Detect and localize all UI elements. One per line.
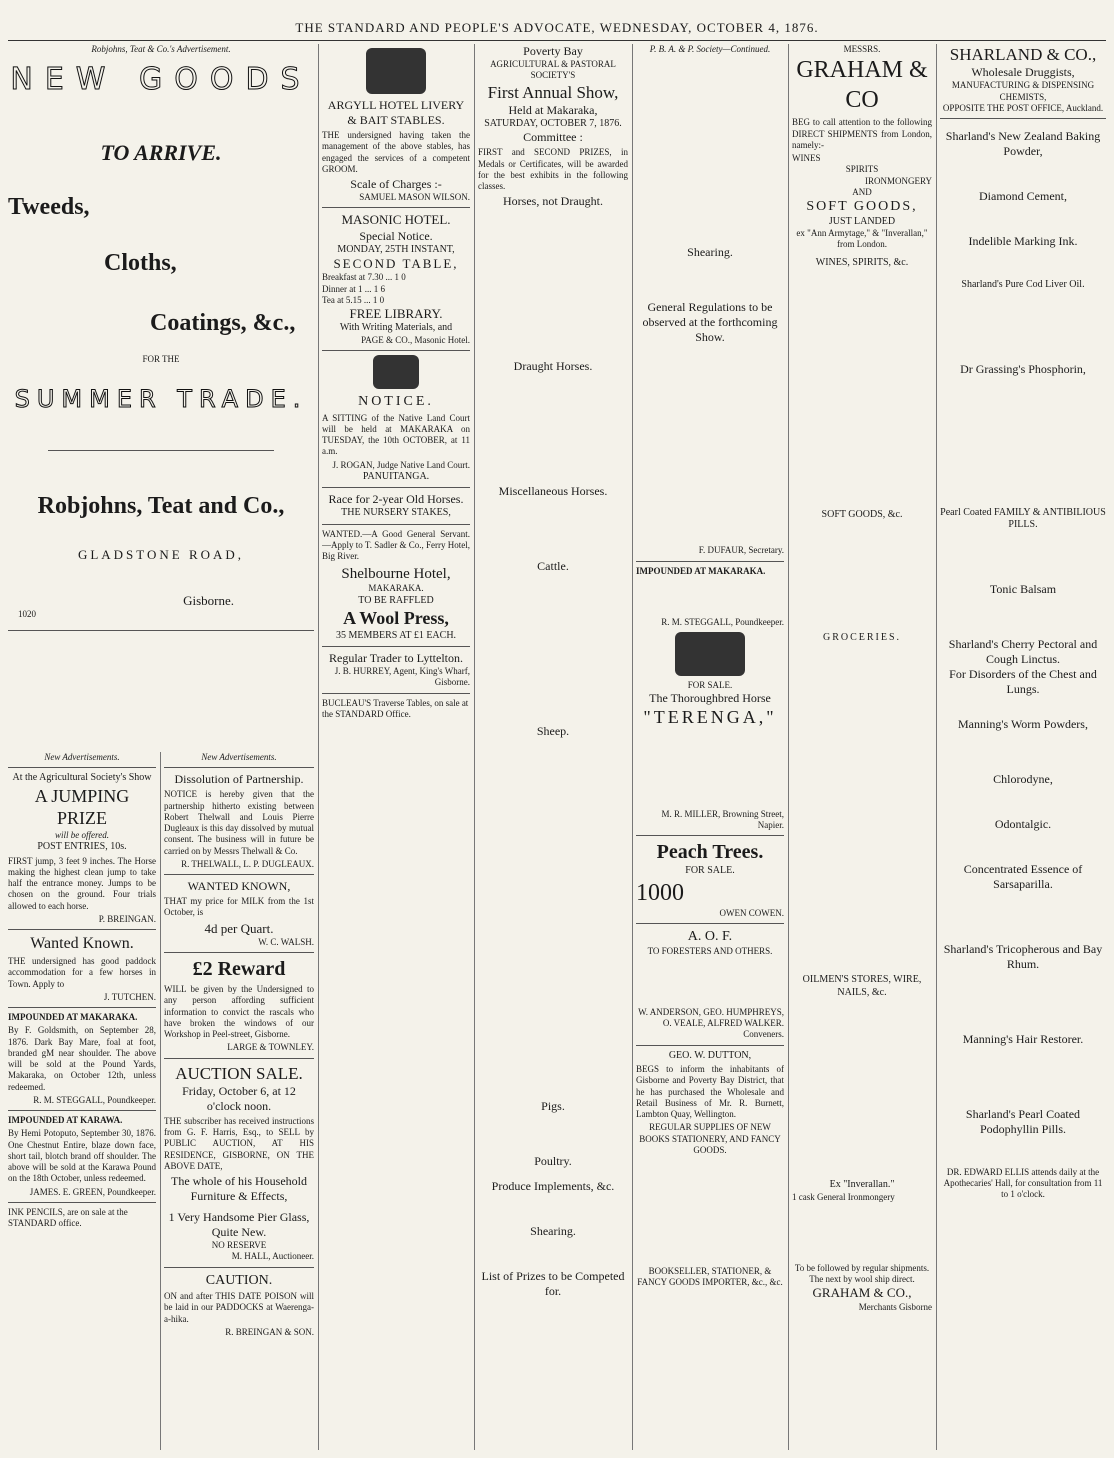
jump-sub: will be offered. — [55, 829, 109, 840]
messrs: MESSRS. — [843, 44, 881, 54]
reward-sign: LARGE & TOWNLEY. — [227, 1042, 314, 1053]
argyll-title: ARGYLL HOTEL LIVERY & BAIT STABLES. — [327, 98, 465, 127]
terenga-sign: M. R. MILLER, Browning Street, Napier. — [661, 808, 784, 830]
sheep-heading: Sheep. — [536, 724, 570, 739]
chest-lungs: For Disorders of the Chest and Lungs. — [949, 666, 1097, 696]
show-committee: Committee : — [523, 130, 583, 145]
rate-dinner: Dinner at 1 ... 1 6 — [322, 283, 385, 294]
road: GLADSTONE ROAD, — [77, 546, 245, 562]
misc-heading: Miscellaneous Horses. — [498, 484, 608, 499]
masthead-rule — [8, 40, 1106, 41]
wines-heading: WINES, SPIRITS, &c. — [815, 256, 909, 268]
baking-powder: Sharland's New Zealand Baking Powder, — [945, 129, 1101, 158]
horse-rider-illustration — [366, 48, 426, 94]
caution-sign: R. BREINGAN & SON. — [225, 1326, 314, 1337]
caution-body: ON and after THIS DATE POISON will be laid in our PADDOCKS at Waerenga-a-hika. — [164, 1291, 314, 1324]
regulations-sign: F. DUFAUR, Secretary. — [698, 545, 784, 556]
masthead: THE STANDARD AND PEOPLE'S ADVOCATE, WEDNESDAY, OCTOBER 4, 1876. — [295, 20, 819, 35]
show-title: First Annual Show, — [487, 82, 619, 102]
graham-title: GRAHAM & CO — [796, 57, 928, 114]
rate-breakfast: Breakfast at 7.30 ... 1 0 — [322, 272, 406, 283]
reward-title: £2 Reward — [192, 958, 286, 980]
impound-body: By F. Goldsmith, on September 28, 1876. Dark Bay Mare, foal at foot, branded gM near shoulder. The above will be sold at the Pound Yards, Makaraka, on October 12th, unless redeemed. — [8, 1025, 156, 1092]
wanted-servant: WANTED.—A Good General Servant.—Apply to T. Sadler & Co., Ferry Hotel, Big River. — [322, 528, 470, 562]
column-show — [478, 44, 628, 1450]
jump-sign: P. BREINGAN. — [98, 913, 156, 924]
panuitanga: PANUITANGA. — [362, 470, 430, 482]
impound-sign: R. M. STEGGALL, Poundkeeper. — [661, 616, 784, 627]
library: FREE LIBRARY. — [349, 306, 443, 321]
poultry-heading: Poultry. — [534, 1154, 572, 1169]
caution-title: CAUTION. — [205, 1272, 273, 1288]
ref-number: 1020 — [18, 609, 36, 619]
show-held: Held at Makaraka, — [508, 102, 598, 117]
regulations-title: General Regulations to be observed at the forthcoming Show. — [642, 300, 778, 345]
peach-number: 1000 — [636, 879, 684, 906]
marking-ink: Indelible Marking Ink. — [968, 234, 1078, 248]
notice-body: A SITTING of the Native Land Court will be held at MAKARAKA on TUESDAY, the 10th OCTOBER, at 11 a.m. — [322, 412, 470, 457]
horse-illustration — [675, 632, 745, 676]
auction-glass: 1 Very Handsome Pier Glass, Quite New. — [168, 1210, 310, 1239]
masonic-sign: PAGE & CO., Masonic Hotel. — [361, 334, 470, 345]
cod-liver-oil: Sharland's Pure Cod Liver Oil. — [961, 279, 1085, 290]
column-sharland — [940, 44, 1106, 1450]
dutton-body: BEGS to inform the inhabitants of Gisborne and Poverty Bay District, that he has purchased the Wholesale and Retail Business of Mr. R. Burnett, Lambton Quay, Wellington. — [636, 1064, 784, 1119]
dutton-title: GEO. W. DUTTON, — [668, 1049, 752, 1061]
horse-title: The Thoroughbred Horse — [649, 691, 771, 706]
sharland-mfg: MANUFACTURING & DISPENSING CHEMISTS, — [951, 80, 1095, 102]
ironmongery-cask: 1 cask General Ironmongery — [792, 1191, 895, 1202]
item-tweeds: Tweeds, — [8, 194, 90, 221]
notice-sign: J. ROGAN, Judge Native Land Court. — [332, 459, 470, 470]
peach-sign: OWEN COWEN. — [719, 907, 784, 918]
sharland-sub: Wholesale Druggists, — [971, 65, 1075, 80]
graham-intro: BEG to call attention to the following DIRECT SHIPMENTS from London, namely:- — [792, 117, 932, 150]
section-header: New Advertisements. — [201, 752, 277, 762]
members: 35 MEMBERS AT £1 EACH. — [335, 629, 457, 641]
argyll-sign: SAMUEL MASON WILSON. — [359, 192, 470, 202]
race-title: Race for 2-year Old Horses. — [328, 492, 464, 507]
auction-sign: M. HALL, Auctioneer. — [231, 1251, 314, 1262]
ship: ex "Ann Armytage," & "Inverallan," from London. — [796, 228, 928, 250]
firm-name: Robjohns, Teat and Co., — [37, 492, 285, 519]
sarsaparilla: Concentrated Essence of Sarsaparilla. — [963, 861, 1083, 891]
ink-pencils: INK PENCILS, are on sale at the STANDARD office. — [8, 1206, 128, 1228]
graham-sign-sub: Merchants Gisborne — [858, 1301, 932, 1312]
line-wines: WINES — [792, 153, 821, 163]
robjohns-header: Robjohns, Teat & Co.'s Advertisement. — [91, 44, 231, 54]
library-sub: With Writing Materials, and — [339, 322, 453, 334]
for-sale: FOR SALE. — [687, 680, 733, 690]
impound-makaraka: IMPOUNDED AT MAKARAKA. — [636, 565, 766, 576]
rate-tea: Tea at 5.15 ... 1 0 — [322, 294, 385, 305]
wanted-known-body: THE undersigned has good paddock accommodation for a few horses in Town. Apply to — [8, 956, 156, 989]
new-adverts-right — [164, 752, 314, 1450]
argyll-body: THE undersigned having taken the management of the above stables, has engaged the services of a competent GROOM. — [322, 130, 470, 174]
wanted-known-title: Wanted Known. — [30, 935, 134, 952]
to-arrive: TO ARRIVE. — [100, 139, 222, 165]
masonic-table: SECOND TABLE, — [333, 256, 459, 271]
jump-title: At the Agricultural Society's Show — [12, 772, 152, 784]
peach-trees: Peach Trees. — [656, 841, 764, 864]
trader-title: Regular Trader to Lyttelton. — [329, 651, 463, 665]
impound-sign: R. M. STEGGALL, Poundkeeper. — [33, 1094, 156, 1105]
wool-press: A Wool Press, — [343, 608, 449, 628]
auction-reserve: NO RESERVE — [211, 1240, 267, 1250]
pigs-heading: Pigs. — [541, 1099, 565, 1114]
tonic-balsam: Tonic Balsam — [989, 581, 1057, 596]
soft-goods-heading: SOFT GOODS, &c. — [821, 509, 903, 520]
dissolution-sign: R. THELWALL, L. P. DUGLEAUX. — [181, 858, 314, 869]
wanted-known-sign: J. TUTCHEN. — [103, 991, 156, 1002]
dissolution-body: NOTICE is hereby given that the partnership hitherto existing between Robert Thelwall and Louis Pierre Dugleaux is this day dissolved by mutual consent. The business will in future be carried on by Messrs Thelwall & Co. — [164, 789, 314, 856]
trader-sign: J. B. HURREY, Agent, King's Wharf, Gisborne. — [334, 666, 470, 688]
argyll-scale: Scale of Charges :- — [350, 177, 442, 191]
prize-list: List of Prizes to be Competed for. — [481, 1269, 625, 1299]
column-society — [636, 44, 784, 1450]
line-and: AND — [852, 186, 872, 197]
dutton-footer: BOOKSELLER, STATIONER, & FANCY GOODS IMPORTER, &c., &c. — [637, 1266, 783, 1288]
item-cloths: Cloths, — [104, 250, 177, 277]
milk-title: WANTED KNOWN, — [187, 879, 291, 893]
cough-linctus: Sharland's Cherry Pectoral and Cough Linctus. — [948, 636, 1098, 666]
column-graham — [792, 44, 932, 1450]
aof-sign: W. ANDERSON, GEO. HUMPHREYS, O. VEALE, ALFRED WALKER. Conveners. — [638, 1006, 784, 1040]
jump-entries: POST ENTRIES, 10s. — [37, 841, 127, 852]
produce-heading: Produce Implements, &c. — [491, 1179, 615, 1194]
draught-heading: Draught Horses. — [513, 359, 593, 374]
reward-body: WILL be given by the Undersigned to any person affording sufficient information to convict the rascals who have broken the windows of our Workshop in Peel-street, Gisborne. — [164, 984, 314, 1039]
column-argyll — [322, 44, 470, 1450]
jumping-prize: A JUMPING PRIZE — [34, 785, 130, 829]
notice-title: NOTICE. — [358, 394, 434, 409]
crest-illustration — [373, 355, 419, 389]
new-goods-heading: NEW GOODS — [10, 62, 312, 98]
milk-sign: W. C. WALSH. — [258, 936, 314, 947]
for-the: FOR THE — [142, 354, 180, 365]
raffle: TO BE RAFFLED — [358, 594, 434, 606]
auction-date: Friday, October 6, at 12 o'clock noon. — [182, 1083, 296, 1113]
horses-heading: Horses, not Draught. — [503, 194, 603, 209]
aof-sub: TO FORESTERS AND OTHERS. — [647, 945, 773, 956]
town: Gisborne. — [183, 592, 234, 608]
worm-powders: Manning's Worm Powders, — [958, 716, 1088, 731]
impound-karawa-sign: JAMES. E. GREEN, Poundkeeper. — [29, 1186, 156, 1197]
traverse-tables: BUCLEAU'S Traverse Tables, on sale at the STANDARD Office. — [322, 697, 469, 719]
peach-sale: FOR SALE. — [685, 865, 735, 877]
dr-ellis: DR. EDWARD ELLIS attends daily at the Apothecaries' Hall, for consultation from 11 to 1 o'clock. — [943, 1166, 1103, 1199]
pearl-pills: Pearl Coated FAMILY & ANTIBILIOUS PILLS. — [940, 506, 1106, 530]
sharland-title: SHARLAND & CO., — [949, 45, 1097, 64]
new-adverts-left — [8, 752, 156, 1450]
terenga: "TERENGA," — [643, 707, 777, 728]
masonic-title: MASONIC HOTEL. — [341, 212, 451, 228]
just-landed: JUST LANDED — [828, 215, 896, 227]
cattle-heading: Cattle. — [537, 559, 569, 574]
show-head2: AGRICULTURAL & PASTORAL SOCIETY'S — [490, 59, 616, 81]
oilmen-heading: OILMEN'S STORES, WIRE, NAILS, &c. — [802, 974, 922, 998]
shelbourne-place: MAKARAKA. — [368, 583, 424, 594]
sharland-opp: OPPOSITE THE POST OFFICE, Auckland. — [942, 102, 1104, 113]
show-prizes: FIRST and SECOND PRIZES, in Medals or Certificates, will be awarded for the best exhibits in the following classes. — [478, 147, 628, 191]
auction-lot: The whole of his Household Furniture & Effects, — [171, 1174, 307, 1203]
masonic-sub: Special Notice. — [359, 228, 433, 243]
line-soft-goods: SOFT GOODS, — [806, 199, 918, 214]
section-header: New Advertisements. — [44, 752, 120, 762]
show-date: SATURDAY, OCTOBER 7, 1876. — [484, 117, 622, 129]
line-spirits: SPIRITS — [845, 164, 879, 175]
impound-karawa-body: By Hemi Potoputo, September 30, 1876. One Chestnut Entire, blaze down face, short tail, blotch brand off shoulder. The above will be sold at the Karawa Pound on the 18th October, unless redeemed. — [8, 1128, 156, 1184]
podophyllin-pills: Sharland's Pearl Coated Podophyllin Pills. — [965, 1106, 1081, 1136]
show-head1: Poverty Bay — [523, 44, 583, 58]
auction-title: AUCTION SALE. — [175, 1063, 303, 1083]
society-continued: P. B. A. & P. Society—Continued. — [649, 44, 771, 54]
milk-body: THAT my price for MILK from the 1st October, is — [164, 896, 314, 918]
groceries-heading: GROCERIES. — [822, 631, 902, 643]
hair-restorer: Manning's Hair Restorer. — [962, 1031, 1084, 1046]
supplies: REGULAR SUPPLIES OF NEW BOOKS STATIONERY, AND FANCY GOODS. — [639, 1122, 781, 1155]
aof-title: A. O. F. — [687, 929, 733, 944]
inverallan: Ex "Inverallan." — [829, 1179, 895, 1190]
milk-price: 4d per Quart. — [204, 920, 274, 936]
graham-sign: GRAHAM & CO., — [812, 1285, 912, 1301]
odontalgic: Odontalgic. — [994, 816, 1052, 831]
impound-karawa-title: IMPOUNDED AT KARAWA. — [8, 1115, 123, 1125]
impound-title: IMPOUNDED AT MAKARAKA. — [8, 1012, 138, 1022]
chlorodyne: Chlorodyne, — [993, 771, 1053, 786]
diamond-cement: Diamond Cement, — [979, 189, 1067, 203]
shearing-heading: Shearing. — [530, 1224, 576, 1239]
shelbourne-title: Shelbourne Hotel, — [341, 565, 451, 582]
auction-body: THE subscriber has received instructions from G. F. Harris, Esq., to SELL by PUBLIC AUCTION, AT HIS RESIDENCE, GISBORNE, ON THE ABOVE DATE, — [164, 1115, 314, 1171]
phosphorin: Dr Grassing's Phosphorin, — [960, 361, 1086, 376]
shearing-title: Shearing. — [687, 245, 733, 260]
tricopherous: Sharland's Tricopherous and Bay Rhum. — [943, 941, 1103, 971]
shipments: To be followed by regular shipments. The next by wool ship direct. — [794, 1262, 930, 1284]
summer-trade-heading: SUMMER TRADE. — [14, 384, 308, 413]
jump-body: FIRST jump, 3 feet 9 inches. The Horse making the highest clean jump to take half the entrance money. Jumps to be chosen on the ground. Four trials allowed to each horse. — [8, 855, 156, 911]
nursery-stakes: THE NURSERY STAKES, — [341, 507, 451, 519]
dissolution-title: Dissolution of Partnership. — [174, 772, 304, 787]
line-ironmongery: IRONMONGERY — [864, 175, 932, 186]
masonic-date: MONDAY, 25TH INSTANT, — [337, 243, 455, 255]
item-coatings: Coatings, &c., — [150, 310, 296, 337]
